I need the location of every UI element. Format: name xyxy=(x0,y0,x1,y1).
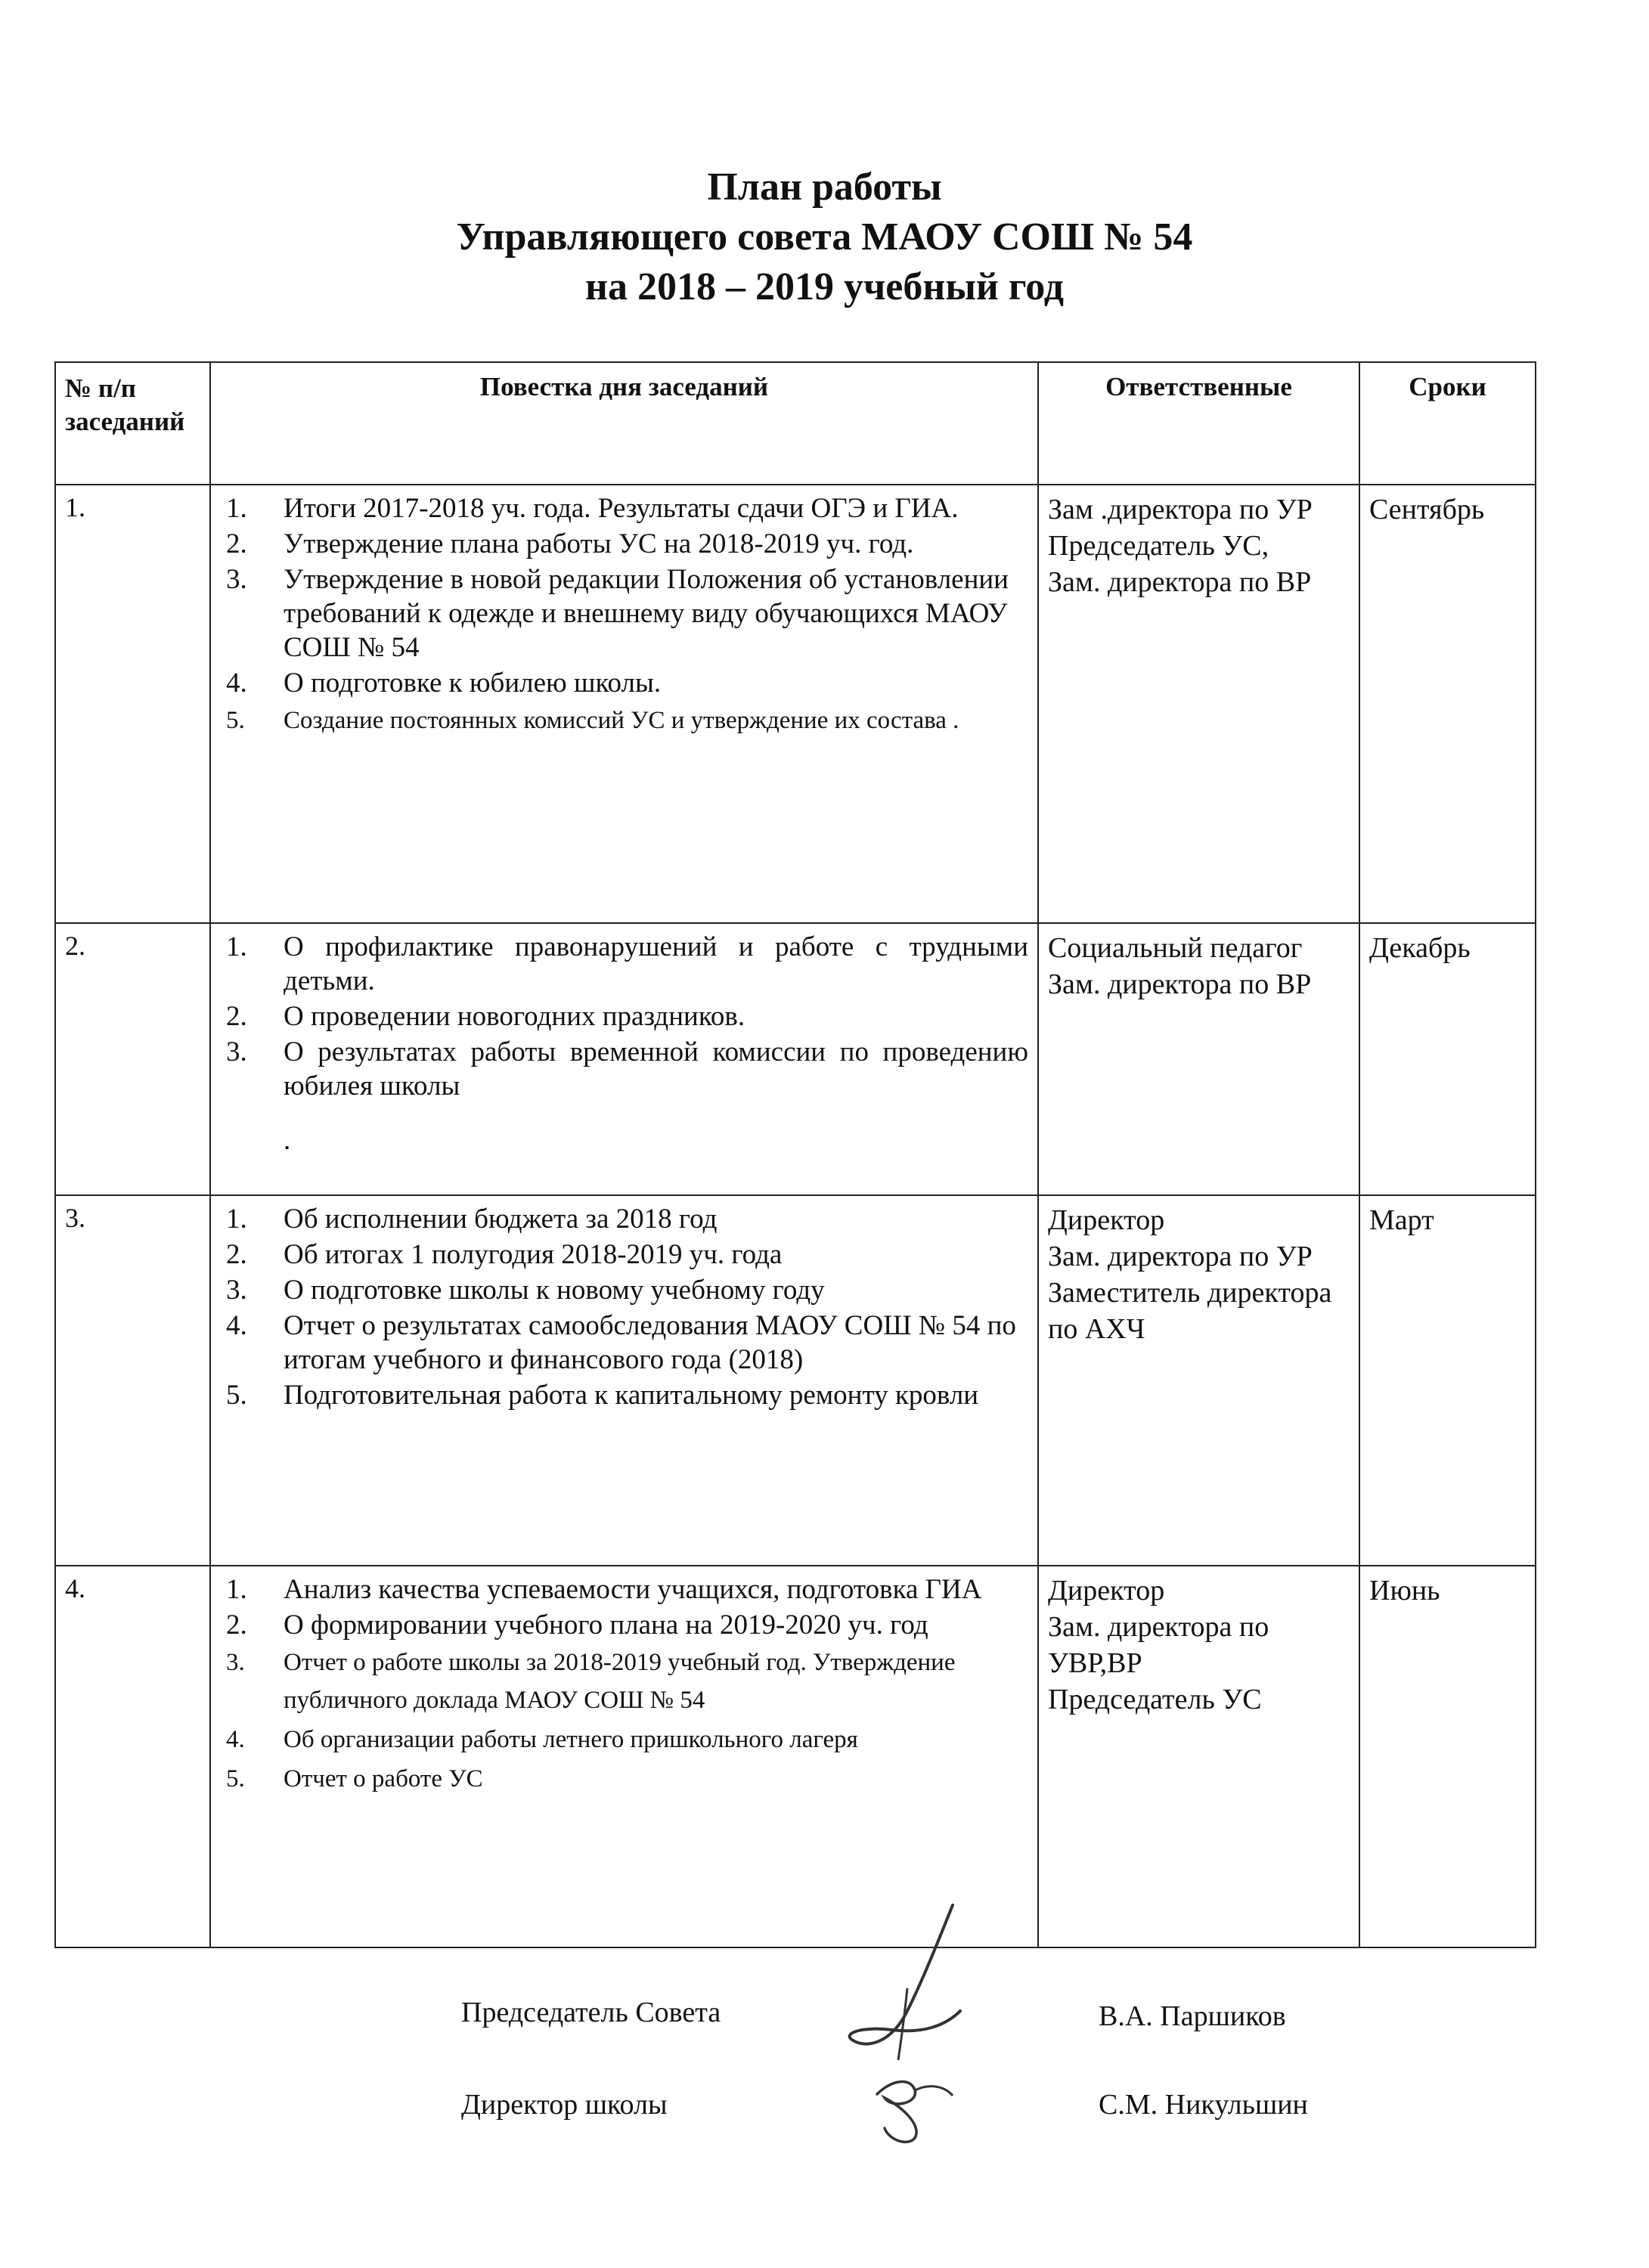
agenda-list xyxy=(220,1572,1028,1798)
agenda-item-text: О проведении новогодних праздников. xyxy=(284,1001,745,1032)
agenda-item-text: Отчет о работе школы за 2018-2019 учебный год. Утверждение публичного доклада МАОУ СОШ № 54 xyxy=(284,1649,956,1714)
agenda-item xyxy=(220,930,1028,998)
agenda-item xyxy=(220,1035,1028,1103)
agenda-item-number: 2. xyxy=(226,528,247,559)
agenda-item-text: Отчет о работе УС xyxy=(284,1765,483,1792)
agenda-item-number: 2. xyxy=(226,1239,247,1270)
title-line-2: Управляющего совета МАОУ СОШ № 54 xyxy=(456,215,1193,259)
agenda-item-number: 4. xyxy=(226,1310,247,1341)
agenda-item-text: О формировании учебного плана на 2019-2020 уч. год xyxy=(284,1610,928,1641)
agenda-item xyxy=(220,1644,1028,1719)
agenda-item xyxy=(220,702,1028,739)
agenda-trailing-mark: . xyxy=(284,1125,291,1156)
agenda-item-number: 5. xyxy=(226,1765,245,1792)
agenda-item-text: Об организации работы летнего пришкольного лагеря xyxy=(284,1726,858,1753)
agenda-item-text: Об исполнении бюджета за 2018 год xyxy=(284,1204,718,1235)
director-label: Директор школы xyxy=(461,2089,668,2121)
agenda-item-number: 3. xyxy=(226,1036,247,1067)
table-header-row xyxy=(55,362,1536,485)
title-line-3: на 2018 – 2019 учебный год xyxy=(584,265,1064,308)
agenda-item-text: Анализ качества успеваемости учащихся, подготовка ГИА xyxy=(284,1574,982,1605)
responsible-cell: Зам .директора по УР Председатель УС, Зам. директора по ВР xyxy=(1038,485,1359,923)
agenda-item xyxy=(220,527,1028,561)
agenda-item xyxy=(220,999,1028,1033)
agenda-item-number: 3. xyxy=(226,564,247,595)
agenda-item-number: 1. xyxy=(226,931,247,962)
term-cell: Март xyxy=(1359,1195,1536,1566)
agenda-cell xyxy=(210,1566,1038,1947)
agenda-list xyxy=(220,491,1028,739)
row-number: 4. xyxy=(55,1566,210,1947)
responsible-cell: Директор Зам. директора по УР Заместитель директора по АХЧ xyxy=(1038,1195,1359,1566)
agenda-item-number: 3. xyxy=(226,1649,245,1676)
agenda-item-number: 1. xyxy=(226,493,247,524)
agenda-item-text: Утверждение плана работы УС на 2018-2019 уч. год. xyxy=(284,528,914,559)
responsible-cell: Социальный педагог Зам. директора по ВР xyxy=(1038,923,1359,1195)
agenda-item-text: Об итогах 1 полугодия 2018-2019 уч. года xyxy=(284,1239,783,1270)
header-responsible: Ответственные xyxy=(1038,362,1359,485)
plan-table xyxy=(54,361,1536,1948)
agenda-list xyxy=(220,1202,1028,1412)
agenda-item xyxy=(220,1608,1028,1642)
chair-label: Председатель Совета xyxy=(461,1997,721,2028)
term-cell: Июнь xyxy=(1359,1566,1536,1947)
header-terms: Сроки xyxy=(1359,362,1536,485)
agenda-item-number: 4. xyxy=(226,668,247,699)
agenda-item xyxy=(220,491,1028,525)
agenda-cell xyxy=(210,485,1038,923)
agenda-item-number: 1. xyxy=(226,1204,247,1235)
title-line-1: План работы xyxy=(707,166,942,209)
agenda-item xyxy=(220,1202,1028,1236)
agenda-item xyxy=(220,1273,1028,1307)
agenda-item-number: 2. xyxy=(226,1001,247,1032)
agenda-item xyxy=(220,666,1028,700)
table-row xyxy=(55,923,1536,1195)
table-row xyxy=(55,1566,1536,1947)
agenda-list xyxy=(220,930,1028,1103)
table-row xyxy=(55,485,1536,923)
row-number: 1. xyxy=(55,485,210,923)
agenda-item xyxy=(220,1721,1028,1758)
agenda-item xyxy=(220,1760,1028,1798)
director-name: С.М. Никульшин xyxy=(1099,2089,1308,2121)
header-num: № п/п заседаний xyxy=(55,362,210,485)
agenda-item xyxy=(220,1238,1028,1272)
agenda-cell xyxy=(210,923,1038,1195)
agenda-cell xyxy=(210,1195,1038,1566)
agenda-item-text: О профилактике правонарушений и работе с трудными детьми. xyxy=(284,931,1028,996)
term-cell: Декабрь xyxy=(1359,923,1536,1195)
responsible-cell: Директор Зам. директора по УВР,ВР Председатель УС xyxy=(1038,1566,1359,1947)
row-number: 2. xyxy=(55,923,210,1195)
agenda-item-number: 1. xyxy=(226,1574,247,1605)
table-row xyxy=(55,1195,1536,1566)
signature-image xyxy=(809,1898,1051,2155)
agenda-item-number: 3. xyxy=(226,1275,247,1306)
agenda-item-text: О подготовке к юбилею школы. xyxy=(284,668,662,699)
header-agenda: Повестка дня заседаний xyxy=(210,362,1038,485)
agenda-item-number: 4. xyxy=(226,1726,245,1753)
agenda-item xyxy=(220,1309,1028,1377)
row-number: 3. xyxy=(55,1195,210,1566)
agenda-item-number: 5. xyxy=(226,1380,247,1411)
agenda-item-text: О подготовке школы к новому учебному году xyxy=(284,1275,825,1306)
agenda-item xyxy=(220,562,1028,665)
agenda-item-text: О результатах работы временной комиссии по проведению юбилея школы xyxy=(284,1036,1028,1101)
agenda-item-text: Итоги 2017-2018 уч. года. Результаты сдачи ОГЭ и ГИА. xyxy=(284,493,959,524)
document-title xyxy=(0,163,1649,312)
agenda-item-text: Отчет о результатах самообследования МАОУ СОШ № 54 по итогам учебного и финансового года (2018) xyxy=(284,1310,1016,1375)
agenda-item xyxy=(220,1572,1028,1606)
agenda-item-text: Утверждение в новой редакции Положения об установлении требований к одежде и внешнему виду обучающихся МАОУ СОШ № 54 xyxy=(284,564,1009,663)
agenda-item-text: Подготовительная работа к капитальному ремонту кровли xyxy=(284,1380,979,1411)
agenda-item xyxy=(220,1378,1028,1412)
agenda-item-text: Создание постоянных комиссий УС и утверждение их состава . xyxy=(284,707,959,734)
chair-name: В.А. Паршиков xyxy=(1099,2000,1286,2032)
term-cell: Сентябрь xyxy=(1359,485,1536,923)
agenda-item-number: 2. xyxy=(226,1610,247,1641)
agenda-item-number: 5. xyxy=(226,707,245,734)
